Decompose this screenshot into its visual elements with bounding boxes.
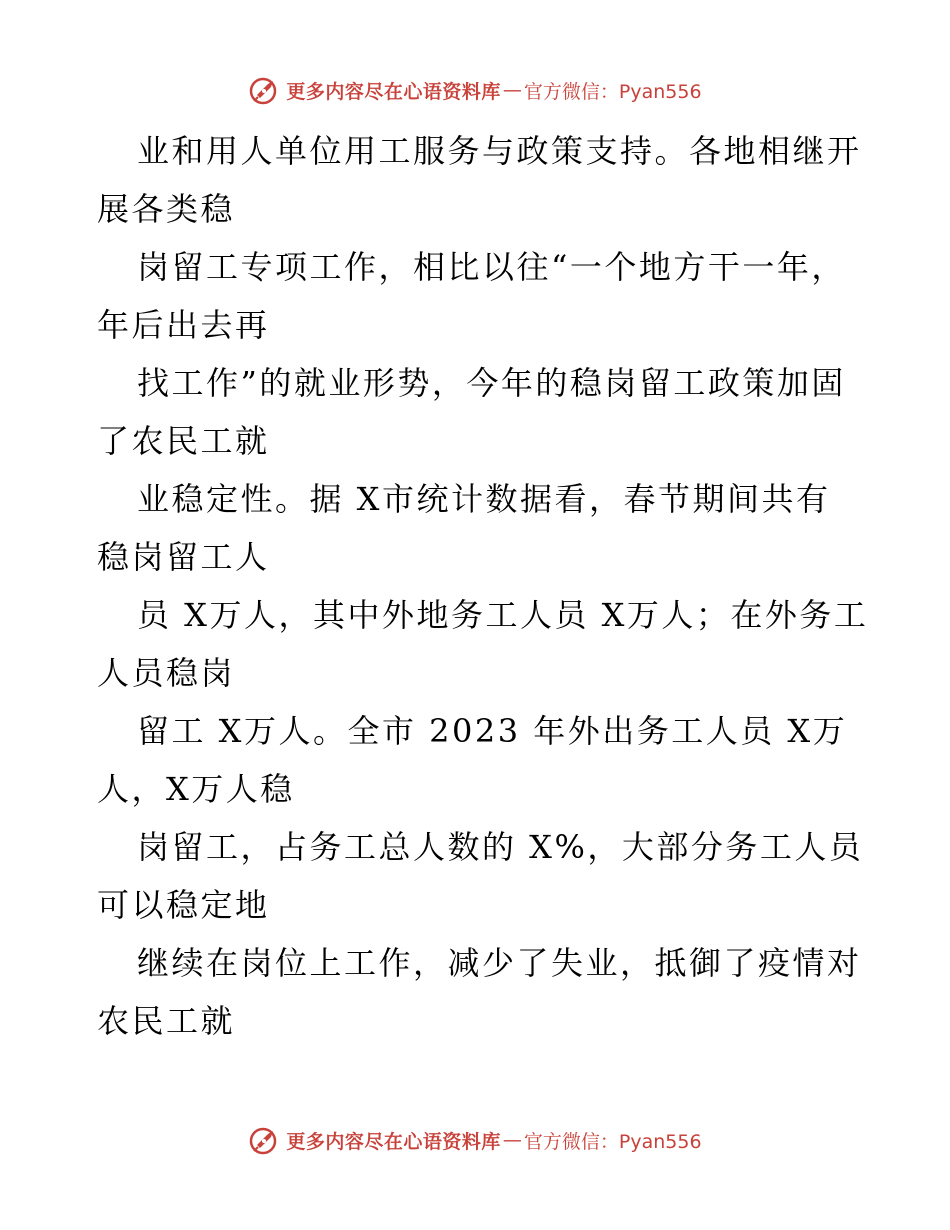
paragraph-line: 继续在岗位上工作，减少了失业，抵御了疫情对: [137, 944, 862, 982]
paragraph-line: 找工作”的就业形势，今年的稳岗留工政策加固: [137, 364, 846, 402]
header-banner: [0, 70, 950, 110]
header-banner-account: 官方微信：Pyan556: [523, 80, 702, 103]
paragraph-line: 业和用人单位用工服务与政策支持。各地相继开: [137, 132, 862, 170]
paragraph-line: 人员稳岗: [97, 654, 236, 692]
paragraph-line: 了农民工就: [97, 422, 270, 460]
footer-banner-account: 官方微信：Pyan556: [523, 1130, 702, 1153]
footer-banner-title: 更多内容尽在心语资料库: [286, 1130, 501, 1153]
paragraph-line: 岗留工，占务工总人数的 X%，大部分务工人员: [137, 828, 864, 866]
footer-banner: [0, 1120, 950, 1160]
paragraph-line: 稳岗留工人: [97, 538, 270, 576]
document-body: [97, 122, 869, 1050]
footer-banner-separator: —: [502, 1129, 522, 1151]
pen-nib-logo-icon: [248, 73, 282, 107]
pen-nib-logo-icon: [248, 1123, 282, 1157]
header-banner-title: 更多内容尽在心语资料库: [286, 80, 501, 103]
paragraph-line: 岗留工专项工作，相比以往“一个地方干一年，: [137, 248, 846, 286]
header-banner-separator: —: [502, 79, 522, 101]
paragraph-line: 展各类稳: [97, 190, 236, 228]
paragraph-line: 年后出去再: [97, 306, 270, 344]
paragraph-line: 人，X万人稳: [97, 770, 295, 808]
paragraph-line: 员 X万人，其中外地务工人员 X万人；在外务工: [137, 596, 869, 634]
paragraph-line: 可以稳定地: [97, 886, 270, 924]
paragraph-line: 业稳定性。据 X市统计数据看，春节期间共有: [137, 480, 831, 518]
paragraph-line: 留工 X万人。全市 2023 年外出务工人员 X万: [137, 712, 848, 750]
paragraph-line: 农民工就: [97, 1002, 236, 1040]
